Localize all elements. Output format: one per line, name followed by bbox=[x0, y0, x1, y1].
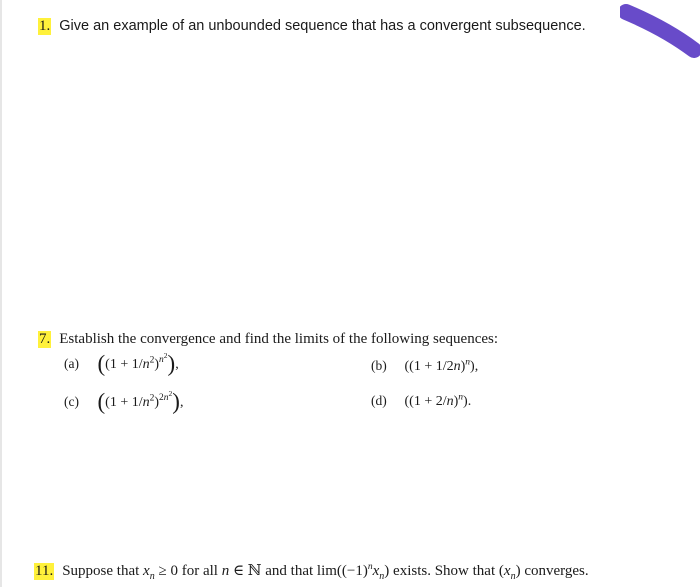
problem-7-part-c bbox=[64, 390, 183, 413]
part-b-label: (b) bbox=[371, 358, 387, 373]
problem-7-part-b bbox=[371, 358, 478, 375]
part-a-expression: $((1 + 1/n^2)^{n^2})$, bbox=[97, 351, 179, 376]
problem-11 bbox=[34, 561, 589, 580]
part-d-expression: $((1 + 2/n)^n)$. bbox=[404, 392, 472, 409]
problem-7-part-d bbox=[371, 393, 471, 410]
page-edge bbox=[0, 0, 2, 587]
part-d-label: (d) bbox=[371, 393, 387, 408]
problem-11-text-mid3: exists. Show that bbox=[393, 563, 496, 579]
problem-7-part-a bbox=[64, 352, 179, 375]
problem-11-formula-n-in-N: n ∈ ℕ bbox=[221, 563, 262, 579]
part-c-label: (c) bbox=[64, 394, 79, 409]
problem-11-formula-lim: $\lim((-1)^nx_n)$ bbox=[316, 562, 390, 582]
part-a-label: (a) bbox=[64, 356, 79, 371]
problem-1-text: Give an example of an unbounded sequence that has a convergent subsequence. bbox=[59, 18, 586, 34]
part-c-expression: $((1 + 1/n^2)^{2n^2})$, bbox=[97, 389, 184, 414]
purple-marker-stroke-icon bbox=[620, 2, 700, 62]
problem-11-text-start: Suppose that bbox=[62, 563, 140, 579]
problem-7 bbox=[38, 331, 498, 348]
problem-7-text: Establish the convergence and find the limits of the following sequences: bbox=[59, 331, 499, 347]
problem-11-text-mid2: and that bbox=[265, 563, 314, 579]
problem-11-number: 11. bbox=[35, 563, 54, 579]
problem-1-number: 1. bbox=[39, 18, 51, 34]
problem-7-number: 7. bbox=[39, 331, 51, 347]
problem-11-text-end: converges. bbox=[524, 563, 589, 579]
problem-11-text-mid1: for all bbox=[181, 563, 218, 579]
part-b-expression: $((1 + 1/2n)^n)$, bbox=[404, 357, 479, 374]
problem-1 bbox=[38, 18, 586, 35]
problem-11-formula-sequence: $(x_n)$ bbox=[498, 563, 521, 582]
problem-11-formula-xn-nonneg: $x_n \ge 0$ bbox=[143, 563, 178, 582]
